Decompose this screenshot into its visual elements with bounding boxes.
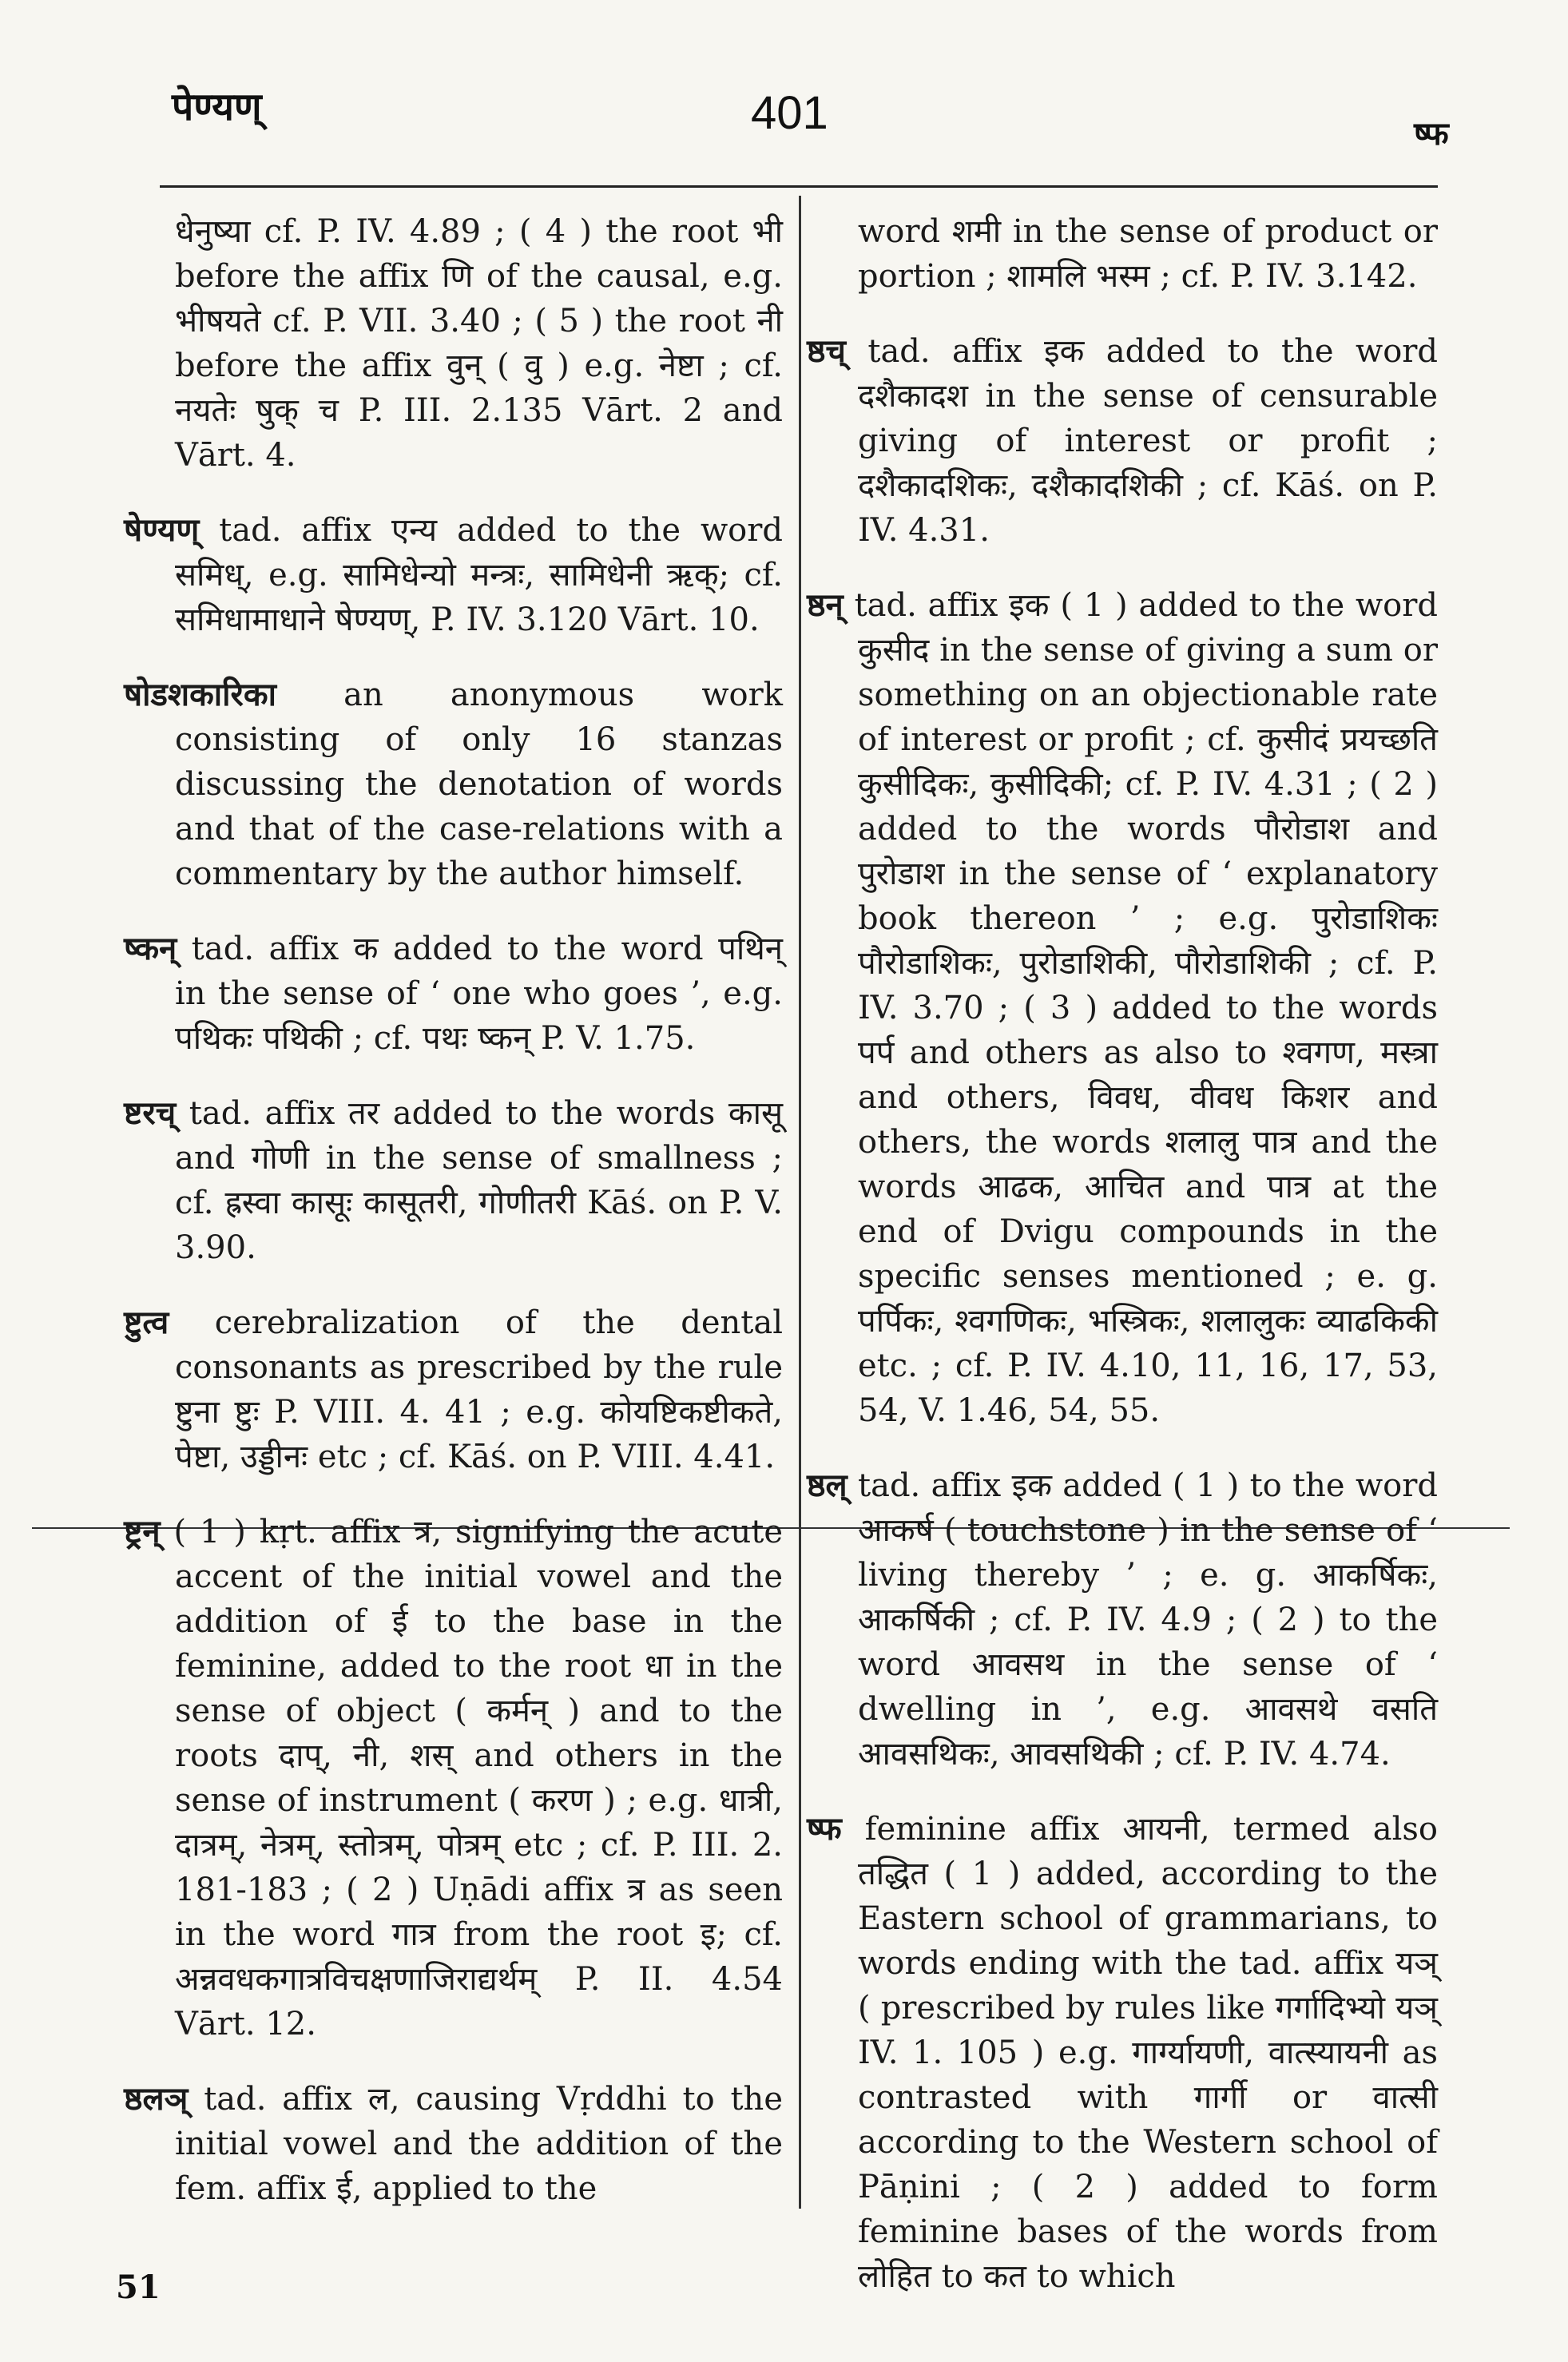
entry-headword: ष्फ (807, 1810, 842, 1848)
entry-headword: ष्टुत्व (124, 1304, 169, 1341)
running-head-left: पेण्यण् (172, 85, 262, 129)
dictionary-entry (807, 583, 1438, 1433)
dictionary-entry (807, 1463, 1438, 1776)
entry-headword: ष्कन् (124, 930, 177, 967)
dictionary-entry (124, 1300, 783, 1479)
page-number: 401 (751, 87, 828, 139)
column-divider (799, 196, 801, 2209)
dictionary-entry (124, 508, 783, 642)
entry-headword: षोडशकारिका (124, 676, 276, 713)
signature-mark: 51 (116, 2269, 161, 2306)
entry-headword: ष्ट्रन् (124, 1513, 161, 1550)
entry-text: tad. affix ल, causing Vṛddhi to the initial vowel and the addition of the fem. affix ई, applied to the (175, 2081, 783, 2207)
entry-headword: ष्ठल् (807, 1467, 848, 1504)
running-head-right: ष्फ (1414, 115, 1449, 153)
entry-headword: ष्ठन् (807, 586, 844, 624)
entry-headword: ष्ठच् (807, 332, 846, 370)
dictionary-entry (124, 673, 783, 896)
dictionary-entry (807, 1807, 1438, 2299)
entry-text: tad. affix क added to the word पथिन् in the sense of ‘ one who goes ’, e.g. पथिकः पथिकी ; cf. पथः ष्कन् P. V. 1.75. (175, 931, 783, 1057)
dictionary-entry (124, 1510, 783, 2046)
entry-headword: षेण्यण् (124, 511, 200, 549)
entry-headword: ष्ठलञ् (124, 2080, 189, 2118)
entry-text: tad. affix एन्य added to the word समिध्, e.g. सामिधेन्यो मन्त्रः, सामिधेनी ऋक्; cf. समिधामाधाने षेण्यण्, P. IV. 3.120 Vārt. 10. (175, 512, 783, 638)
dictionary-entry: word शमी in the sense of product or portion ; शामलि भस्म ; cf. P. IV. 3.142. (858, 213, 1438, 295)
right-column (807, 209, 1438, 2329)
left-column (124, 209, 783, 2241)
entry-text: tad. affix तर added to the words कासू and गोणी in the sense of smallness ; cf. ह्रस्वा कासूः कासूतरी, गोणीतरी Kāś. on P. V. 3.90. (175, 1095, 784, 1266)
header-rule (160, 185, 1438, 188)
entry-text: tad. affix इक added to the word दशैकादश in the sense of censurable giving of interest or profit ; दशैकादशिकः, दशैकादशिकी ; cf. Kāś. on P. IV. 4.31. (858, 333, 1439, 549)
dictionary-entry (124, 2077, 783, 2211)
dictionary-entry (124, 927, 783, 1061)
dictionary-entry (807, 329, 1438, 553)
entry-text: tad. affix इक ( 1 ) added to the word कुसीद in the sense of giving a sum or something on an objectionable rate of interest or profit ; cf. कुसीदं प्रयच्छति कुसीदिकः, कुसीदिकी; cf. P. IV. 4.31 ; ( 2 ) added to the words पौरोडाश and पुरोडाश in the sense of ‘ explanatory book thereon ’ ; e.g. पुरोडाशिकः पौरोडाशिकः, पुरोडाशिकी, पौरोडाशिकी ; cf. P. IV. 3.70 ; ( 3 ) added to the words पर्प and others as also to श्वगण, मस्त्रा and others, विवध, वीवध किशर and others, the words शलालु पात्र and the words आढक, आचित and पात्र at the end of Dvigu compounds in the specific senses mentioned ; e. g. पर्पिकः, श्वगणिकः, भस्त्रिकः, शलालुकः व्याढकिकी etc. ; cf. P. IV. 4.10, 11, 16, 17, 53, 54, V. 1.46, 54, 55. (854, 587, 1438, 1429)
entry-text: ( 1 ) kṛt. affix त्र, signifying the acute accent of the initial vowel and the addition of ई to the base in the feminine, added to the root धा in the sense of object ( कर्मन् ) and to the roots दाप्, नी, शस् and others in the sense of instrument ( करण ) ; e.g. धात्री, दात्रम्, नेत्रम्, स्तोत्रम्, पोत्रम् etc ; cf. P. III. 2. 181-183 ; ( 2 ) Uṇādi affix त्र as seen in the word गात्र from the root इ; cf. अन्नवधकगात्रविचक्षणाजिराद्यर्थम् P. II. 4.54 Vārt. 12. (173, 1514, 784, 2042)
entry-text: cerebralization of the dental consonants as prescribed by the rule ष्टुना ष्टुः P. VIII. 4. 41 ; e.g. कोयष्टिकष्टीकते, पेष्टा, उड्डीनः etc ; cf. Kāś. on P. VIII. 4.41. (175, 1304, 783, 1475)
entry-headword: ष्टरच् (124, 1094, 177, 1132)
entry-text: feminine affix आयनी, termed also तद्धित ( 1 ) added, according to the Eastern school of grammarians, to words ending with the tad. affix यञ् ( prescribed by rules like गर्गादिभ्यो यञ् IV. 1. 105 ) e.g. गार्ग्यायणी, वात्स्यायनी as contrasted with गार्गी or वात्सी according to the Western school of Pāṇini ; ( 2 ) added to form feminine bases of the words from लोहित to कत to which (858, 1811, 1439, 2295)
entry-text: tad. affix इक added ( 1 ) to the word आकर्ष ( touchstone ) in the sense of ‘ living thereby ’ ; e. g. आकर्षिकः, आकर्षिकी ; cf. P. IV. 4.9 ; ( 2 ) to the word आवसथ in the sense of ‘ dwelling in ’, e.g. आवसथे वसति आवसथिकः, आवसथिकी ; cf. P. IV. 4.74. (858, 1467, 1438, 1772)
dictionary-entry (124, 1091, 783, 1270)
entry-text: an anonymous work consisting of only 16 stanzas discussing the denotation of words and that of the case-relations with a commentary by the author himself. (175, 677, 784, 892)
dictionary-entry: धेनुष्या cf. P. IV. 4.89 ; ( 4 ) the root भी before the affix णि of the causal, e.g. भीषयते cf. P. VII. 3.40 ; ( 5 ) the root नी before the affix वुन् ( वु ) e.g. नेष्टा ; cf. नयतेः षुक् च P. III. 2.135 Vārt. 2 and Vārt. 4. (175, 213, 783, 474)
